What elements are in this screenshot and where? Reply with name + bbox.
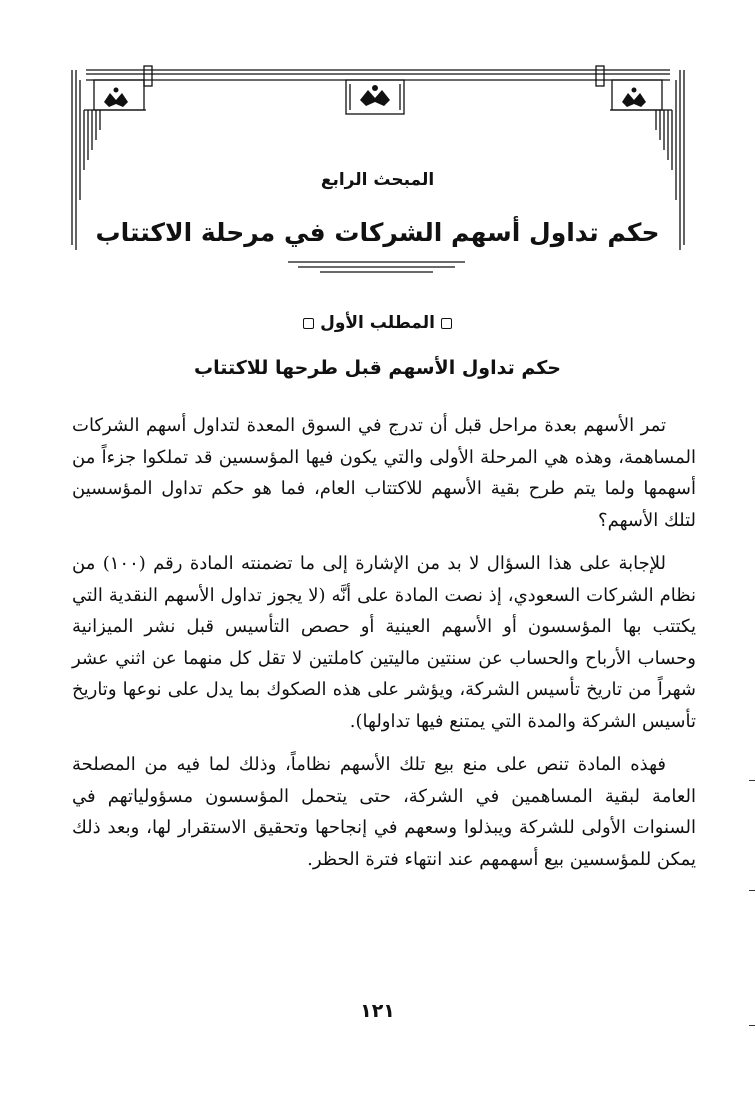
ornamental-frame <box>0 0 755 300</box>
page-number: ١٢١ <box>360 1000 395 1022</box>
paragraph-1: تمر الأسهم بعدة مراحل قبل أن تدرج في السوق المعدة لتداول أسهم الشركات المساهمة، وهذه هي المرحلة الأولى والتي يكون فيها المؤسسين قد تملكوا جزءاً من أسهمها ولما يتم طرح بقية الأسهم للاكتتاب العام، فما هو حكم تداول المؤسسين لتلك الأسهم؟ <box>72 415 696 531</box>
box-icon <box>441 318 452 329</box>
margin-tick <box>749 1025 755 1026</box>
paragraph-2: للإجابة على هذا السؤال لا بد من الإشارة إلى ما تضمنته المادة رقم (١٠٠) من نظام الشركات السعودي، إذ نصت المادة على أنَّه (لا يجوز تداول الأسهم النقدية التي يكتتب بها المؤسسون أو الأسهم العينية أو حصص التأسيس قبل نشر الميزانية وحساب الأرباح والحساب عن سنتين ماليتين كاملتين لا تقل كل منهما عن اثني عشر شهراً من تاريخ تأسيس الشركة، ويؤشر على هذه الصكوك بما يدل على نوعها وتاريخ تأسيس الشركة والمدة التي يمتنع فيها تداولها). <box>72 553 697 732</box>
section-label: المبحث الرابع <box>320 170 435 190</box>
paragraph-3: فهذه المادة تنص على منع بيع تلك الأسهم نظاماً، وذلك لما فيه من المصلحة العامة لبقية المساهمين في الشركة، حتى يتحمل المؤسسون مسؤولياتهم في السنوات الأولى للشركة ويبذلوا وسعهم في إنجاحها وتحقيق الاستقرار لها، وبعد ذلك يمكن للمؤسسين بيع أسهمهم عند انتهاء فترة الحظر. <box>72 754 696 870</box>
subsection-label-text: المطلب الأول <box>320 313 435 333</box>
subsection-label <box>0 313 755 333</box>
subsection-title: حكم تداول الأسهم قبل طرحها للاكتتاب <box>193 357 561 379</box>
margin-tick <box>749 780 755 781</box>
margin-tick <box>749 890 755 891</box>
box-icon <box>303 318 314 329</box>
body-text <box>72 410 696 887</box>
chapter-title: حكم تداول أسهم الشركات في مرحلة الاكتتاب <box>95 218 660 247</box>
